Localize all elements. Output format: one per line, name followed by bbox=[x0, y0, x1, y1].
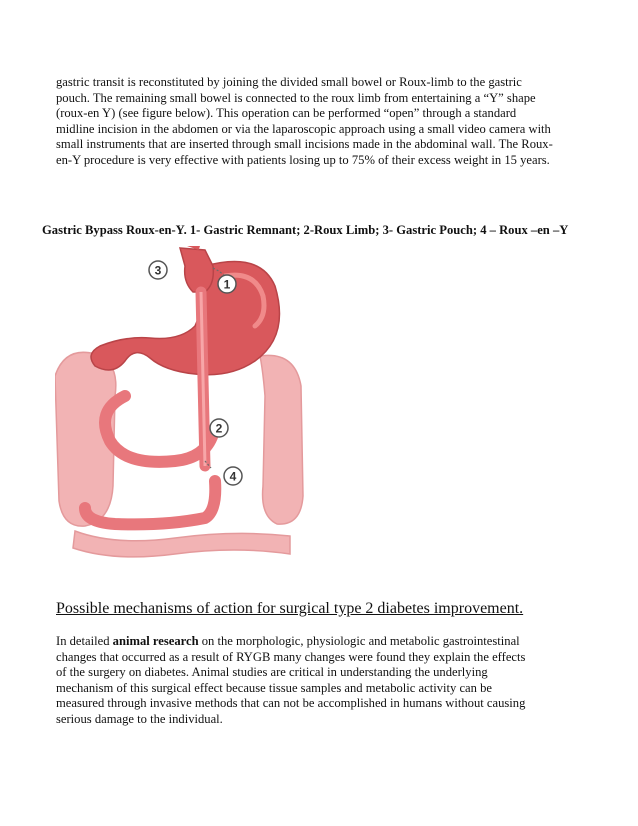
label-4 bbox=[224, 467, 242, 485]
body-paragraph bbox=[56, 634, 536, 728]
label-1-text: 1 bbox=[223, 277, 231, 292]
body-text-after: on the morphologic, physiologic and metabolic gastrointestinal changes that occurred as a result of RYGB many changes were found they explain the effects of the surgery on diabetes. Animal studies are critical in understanding the underlying mechanism of this surgical effect because tissue samples and metabolic activity can be measured through invasive methods that can not be accomplished in humans without causing serious damage to the individual. bbox=[56, 634, 526, 726]
gastric-bypass-figure bbox=[55, 246, 305, 584]
label-1 bbox=[218, 275, 236, 293]
section-heading: Possible mechanisms of action for surgical type 2 diabetes improvement. bbox=[56, 600, 524, 617]
intro-paragraph: gastric transit is reconstituted by joining the divided small bowel or Roux-limb to the gastric pouch. The remaining small bowel is connected to the roux limb from entertaining a “Y” shape (roux-en Y) (see figure below). This operation can be performed “open” through a standard midline incision in the abdomen or via the laparoscopic approach using a small video camera with small instruments that are inserted through small incisions made in the abdominal wall. The Roux-en-Y procedure is very effective with patients losing up to 75% of their excess weight in 15 years. bbox=[56, 75, 553, 167]
body-text-bold: animal research bbox=[112, 634, 199, 648]
label-4-text: 4 bbox=[229, 469, 237, 484]
figure-caption: Gastric Bypass Roux-en-Y. 1- Gastric Remnant; 2-Roux Limb; 3- Gastric Pouch; 4 – Roux –en –Y bbox=[42, 223, 569, 237]
label-2 bbox=[210, 419, 228, 437]
label-3 bbox=[149, 261, 167, 279]
label-2-text: 2 bbox=[215, 421, 223, 436]
body-text-before: In detailed bbox=[56, 634, 113, 648]
label-3-text: 3 bbox=[154, 263, 162, 278]
gastric-pouch-illustration bbox=[180, 248, 213, 292]
